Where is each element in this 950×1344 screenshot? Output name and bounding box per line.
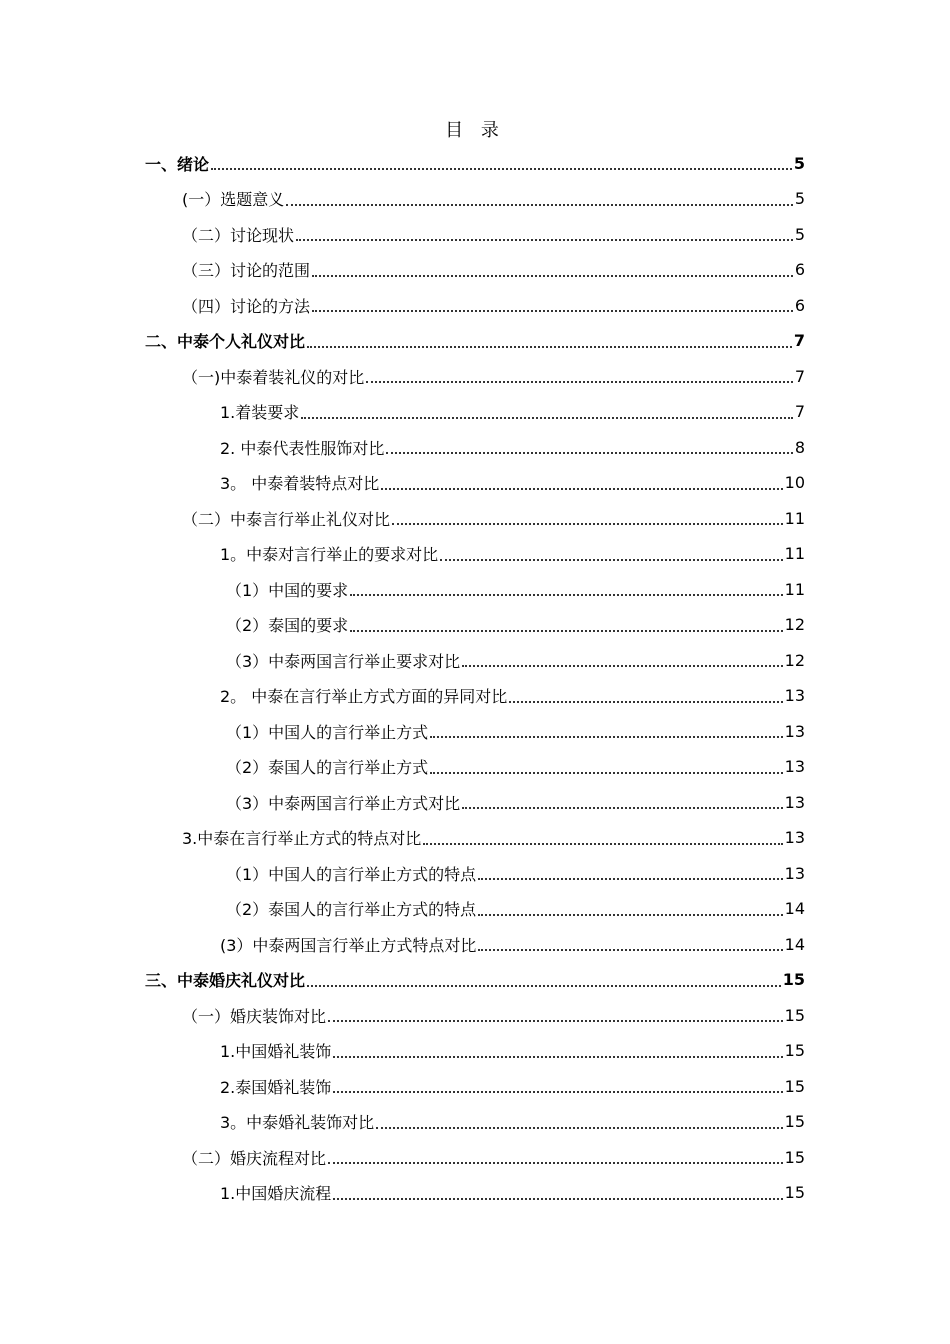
toc-entry[interactable] [182,998,805,1032]
toc-entry-text: （3）中泰两国言行举止方式对比 [226,793,461,813]
dot-leader [440,559,782,561]
dot-leader [211,168,792,170]
toc-page-number: 13 [784,686,805,705]
dot-leader [301,417,793,419]
toc-entry[interactable] [182,821,805,855]
toc-entry[interactable] [182,1140,805,1174]
dot-leader [333,1091,782,1093]
toc-entry-text: 1.中国婚礼装饰 [220,1042,332,1061]
toc-entry-text: （四）讨论的方法 [182,296,311,316]
toc-entry[interactable] [220,466,805,500]
toc-page-number: 8 [794,437,805,457]
toc-entry[interactable] [182,253,805,287]
toc-entry[interactable] [182,217,805,251]
dot-leader [478,949,782,951]
toc-page-number: 6 [794,260,805,279]
dot-leader [350,594,782,596]
toc-page-number: 7 [793,331,805,350]
toc-entry-text: 三、中泰婚庆礼仪对比 [145,971,306,990]
dot-leader [430,736,782,738]
dot-leader [376,1127,782,1129]
dot-leader [312,275,793,277]
toc-entry-text: （二）中泰言行举止礼仪对比 [182,509,391,529]
dot-leader [509,701,782,703]
toc-page-number: 12 [784,650,805,670]
toc-page-number: 13 [784,757,805,776]
dot-leader [430,772,782,774]
toc-entry-text: 1。中泰对言行举止的要求对比 [220,545,439,564]
toc-entry[interactable] [226,785,805,819]
toc-entry-text: （二）讨论现状 [182,225,295,245]
toc-page-number: 11 [784,508,805,528]
toc-entry[interactable] [145,963,805,997]
toc-page-number: 15 [784,1005,805,1025]
toc-entry-text: (3）中泰两国言行举止方式特点对比 [220,935,477,955]
dot-leader [392,523,783,525]
dot-leader [333,1198,782,1200]
toc-page-number: 13 [784,721,805,741]
dot-leader [366,381,793,383]
dot-leader [333,1056,782,1058]
toc-entry-text: （一)中泰着装礼仪的对比 [182,367,365,387]
toc-entry[interactable] [220,1105,805,1139]
dot-leader [328,1162,783,1164]
dot-leader [350,630,782,632]
toc-entry-text: 3。 中泰着装特点对比 [220,474,380,493]
toc-entry-text: 2。 中泰在言行举止方式方面的异同对比 [220,687,508,706]
dot-leader [286,204,793,206]
toc-page-number: 15 [782,970,805,989]
toc-entry[interactable] [226,750,805,784]
toc-page-number: 5 [794,189,805,208]
toc-entry-text: （2）泰国人的言行举止方式的特点 [226,900,477,919]
page-title: 目 录 [445,120,505,141]
toc-page-number: 5 [794,224,805,244]
dot-leader [386,452,792,454]
dot-leader [423,843,782,845]
toc-entry[interactable] [220,537,805,571]
toc-entry[interactable] [182,182,805,216]
toc-page-number: 15 [784,1147,805,1167]
toc-entry[interactable] [220,395,805,429]
dot-leader [328,1020,783,1022]
dot-leader [462,807,782,809]
toc-entry-text: 1.中国婚庆流程 [220,1184,332,1203]
toc-entry-text: 二、中泰个人礼仪对比 [145,332,306,351]
dot-leader [296,239,793,241]
toc-entry[interactable] [182,288,805,322]
toc-page-number: 13 [784,792,805,812]
toc-entry[interactable] [226,643,805,677]
toc-entry-text: 3.中泰在言行举止方式的特点对比 [182,829,422,848]
toc-entry[interactable] [182,501,805,535]
toc-page-number: 7 [794,366,805,386]
toc-entry[interactable] [220,1069,805,1103]
toc-entry-text: （三）讨论的范围 [182,261,311,280]
toc-entry[interactable] [220,430,805,464]
toc-page-number: 11 [784,579,805,599]
toc-entry-text: (一）选题意义 [182,190,285,209]
toc-entry[interactable] [220,1176,805,1210]
toc-page-number: 10 [784,473,805,492]
dot-leader [478,914,782,916]
toc-entry[interactable] [226,892,805,926]
toc-page-number: 12 [784,615,805,634]
dot-leader [312,310,793,312]
toc-entry[interactable] [220,927,805,961]
toc-entry[interactable] [226,572,805,606]
toc-page-number: 6 [794,295,805,315]
toc-entry[interactable] [182,359,805,393]
toc-entry-text: 一、绪论 [145,154,210,174]
toc-page-number: 15 [784,1183,805,1202]
toc-page-number: 5 [793,153,805,173]
toc-entry-text: 2. 中泰代表性服饰对比 [220,438,385,458]
toc-entry[interactable] [145,324,805,358]
toc-page-number: 14 [784,899,805,918]
toc-entry[interactable] [226,714,805,748]
toc-page-number: 15 [784,1041,805,1060]
toc-page-number: 13 [784,828,805,847]
dot-leader [462,665,782,667]
toc-entry-text: 3。中泰婚礼装饰对比 [220,1113,375,1132]
toc-page-number: 11 [784,544,805,563]
toc-page-number: 15 [784,1076,805,1096]
toc-entry[interactable] [220,1034,805,1068]
toc-entry[interactable] [226,608,805,642]
toc-entry-text: （一）婚庆装饰对比 [182,1006,327,1026]
toc-page-number: 15 [784,1112,805,1131]
dot-leader [307,346,792,348]
dot-leader [478,878,782,880]
toc-page-number: 14 [784,934,805,954]
toc-page-number: 13 [784,863,805,883]
dot-leader [381,488,782,490]
toc-entry-text: 2.泰国婚礼装饰 [220,1077,332,1097]
toc-entry-text: （3）中泰两国言行举止要求对比 [226,651,461,671]
toc-entry-text: （1）中国人的言行举止方式 [226,722,429,742]
dot-leader [307,985,781,987]
toc-entry-text: （2）泰国人的言行举止方式 [226,758,429,777]
toc-entry[interactable] [145,146,805,180]
toc-entry-text: （2）泰国的要求 [226,616,349,635]
toc-entry[interactable] [226,856,805,890]
toc-page-number: 7 [794,402,805,421]
toc-entry-text: 1.着装要求 [220,403,300,422]
toc-entry-text: （二）婚庆流程对比 [182,1148,327,1168]
toc-entry[interactable] [220,679,805,713]
toc-entry-text: （1）中国的要求 [226,580,349,600]
toc-entry-text: （1）中国人的言行举止方式的特点 [226,864,477,884]
